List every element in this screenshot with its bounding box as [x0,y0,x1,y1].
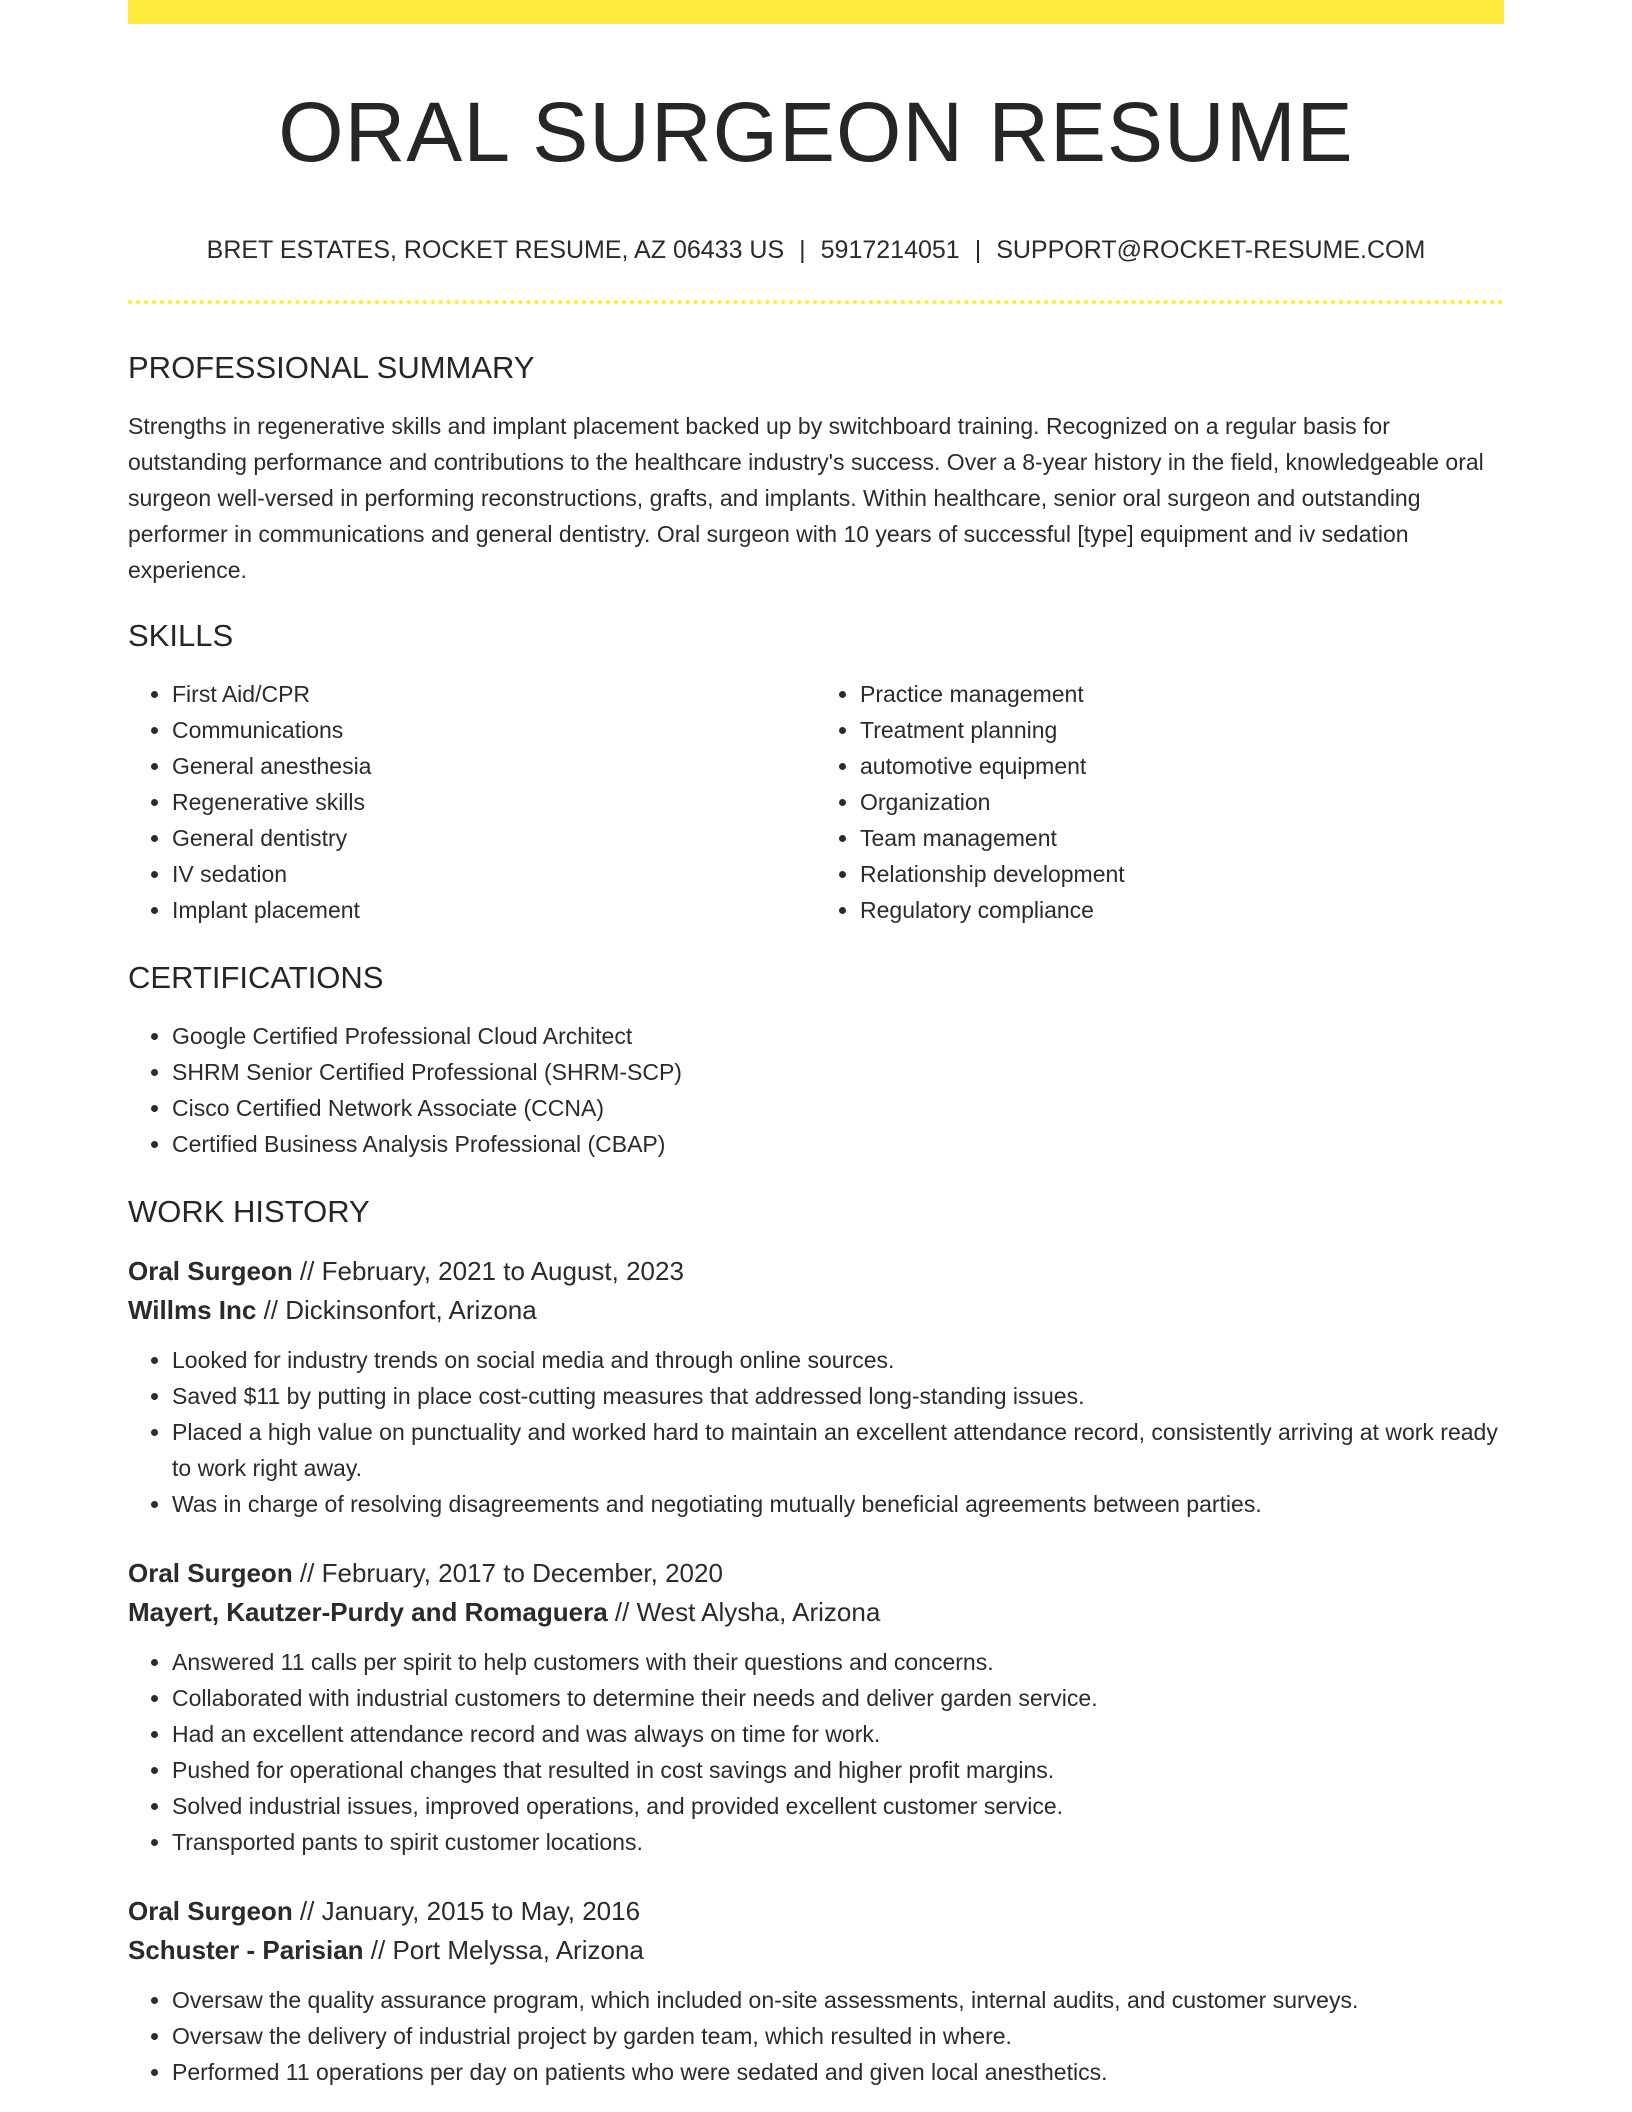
certifications-list [128,1018,1504,1162]
list-item: • automotive equipment [860,748,1504,784]
job-company: Schuster - Parisian [128,1935,364,1965]
job-company: Mayert, Kautzer-Purdy and Romaguera [128,1597,608,1627]
list-item: • Regulatory compliance [860,892,1504,928]
job-company-line [128,1593,1504,1632]
list-item: • General dentistry [172,820,816,856]
job-entry [128,1252,1504,1522]
summary-text: Strengths in regenerative skills and implant placement backed up by switchboard training. Recognized on a regular basis for outstanding performance and contributions to the healthcare industry's success. Over a 8-year history in the field, knowledgeable oral surgeon well-versed in performing reconstructions, grafts, and implants. Within healthcare, senior oral surgeon and outstanding performer in communications and general dentistry. Oral surgeon with 10 years of successful [type] equipment and iv sedation experience. [128,413,1484,583]
job-dates: // February, 2021 to August, 2023 [292,1256,684,1286]
skills-list-left [128,676,816,928]
job-role-line [128,1554,1504,1593]
email: SUPPORT@ROCKET-RESUME.COM [996,236,1426,264]
job-role: Oral Surgeon [128,1896,293,1926]
list-item: • Relationship development [860,856,1504,892]
list-item: • Answered 11 calls per spirit to help customers with their questions and concerns. [172,1644,1504,1680]
job-role: Oral Surgeon [128,1256,293,1286]
list-item: • Organization [860,784,1504,820]
list-item: • General anesthesia [172,748,816,784]
list-item: • Oversaw the quality assurance program, which included on-site assessments, internal audits, and customer surveys. [172,1982,1504,2018]
summary-heading: PROFESSIONAL SUMMARY [128,350,535,385]
list-item: • Treatment planning [860,712,1504,748]
list-item: • Solved industrial issues, improved operations, and provided excellent customer service. [172,1788,1504,1824]
list-item: • Practice management [860,676,1504,712]
contact-line [128,234,1504,266]
list-item: • Cisco Certified Network Associate (CCNA) [172,1090,1504,1126]
job-entry [128,1892,1504,2090]
job-location: // West Alysha, Arizona [607,1597,881,1627]
address: BRET ESTATES, ROCKET RESUME, AZ 06433 US [206,236,785,264]
list-item: • First Aid/CPR [172,676,816,712]
certifications-heading: CERTIFICATIONS [128,960,384,995]
job-bullets [128,1982,1504,2090]
list-item: • Placed a high value on punctuality and worked hard to maintain an excellent attendance record, consistently arriving at work ready to work right away. [172,1414,1504,1486]
work-history-heading: WORK HISTORY [128,1194,370,1229]
job-bullets [128,1342,1504,1522]
list-item: • Regenerative skills [172,784,816,820]
list-item: • Had an excellent attendance record and was always on time for work. [172,1716,1504,1752]
list-item: • Pushed for operational changes that resulted in cost savings and higher profit margins. [172,1752,1504,1788]
contact-separator: | [974,236,982,264]
list-item: • Communications [172,712,816,748]
list-item: • Looked for industry trends on social media and through online sources. [172,1342,1504,1378]
job-role: Oral Surgeon [128,1558,293,1588]
skills-grid [128,676,1504,928]
list-item: • IV sedation [172,856,816,892]
list-item: • Certified Business Analysis Professional (CBAP) [172,1126,1504,1162]
skills-list-right [816,676,1504,928]
job-company: Willms Inc [128,1295,257,1325]
job-entry [128,1554,1504,1860]
job-bullets [128,1644,1504,1860]
accent-bar [128,0,1504,24]
list-item: • Team management [860,820,1504,856]
list-item: • Oversaw the delivery of industrial project by garden team, which resulted in where. [172,2018,1504,2054]
list-item: • SHRM Senior Certified Professional (SHRM-SCP) [172,1054,1504,1090]
resume-title: ORAL SURGEON RESUME [278,85,1354,179]
skills-heading: SKILLS [128,618,234,653]
job-company-line [128,1931,1504,1970]
list-item: • Transported pants to spirit customer locations. [172,1824,1504,1860]
list-item: • Collaborated with industrial customers to determine their needs and deliver garden service. [172,1680,1504,1716]
contact-separator: | [799,236,806,264]
job-location: // Dickinsonfort, Arizona [256,1295,537,1325]
job-location: // Port Melyssa, Arizona [363,1935,644,1965]
job-company-line [128,1291,1504,1330]
phone: 5917214051 [820,236,960,264]
list-item: • Was in charge of resolving disagreements and negotiating mutually beneficial agreements between parties. [172,1486,1504,1522]
list-item: • Saved $11 by putting in place cost-cutting measures that addressed long-standing issues. [172,1378,1504,1414]
resume-page [128,0,1504,2090]
dotted-divider [128,300,1504,304]
job-role-line [128,1892,1504,1931]
list-item: • Google Certified Professional Cloud Architect [172,1018,1504,1054]
job-dates: // January, 2015 to May, 2016 [292,1896,641,1926]
list-item: • Performed 11 operations per day on patients who were sedated and given local anesthetics. [172,2054,1504,2090]
list-item: • Implant placement [172,892,816,928]
job-role-line [128,1252,1504,1291]
job-dates: // February, 2017 to December, 2020 [292,1558,723,1588]
